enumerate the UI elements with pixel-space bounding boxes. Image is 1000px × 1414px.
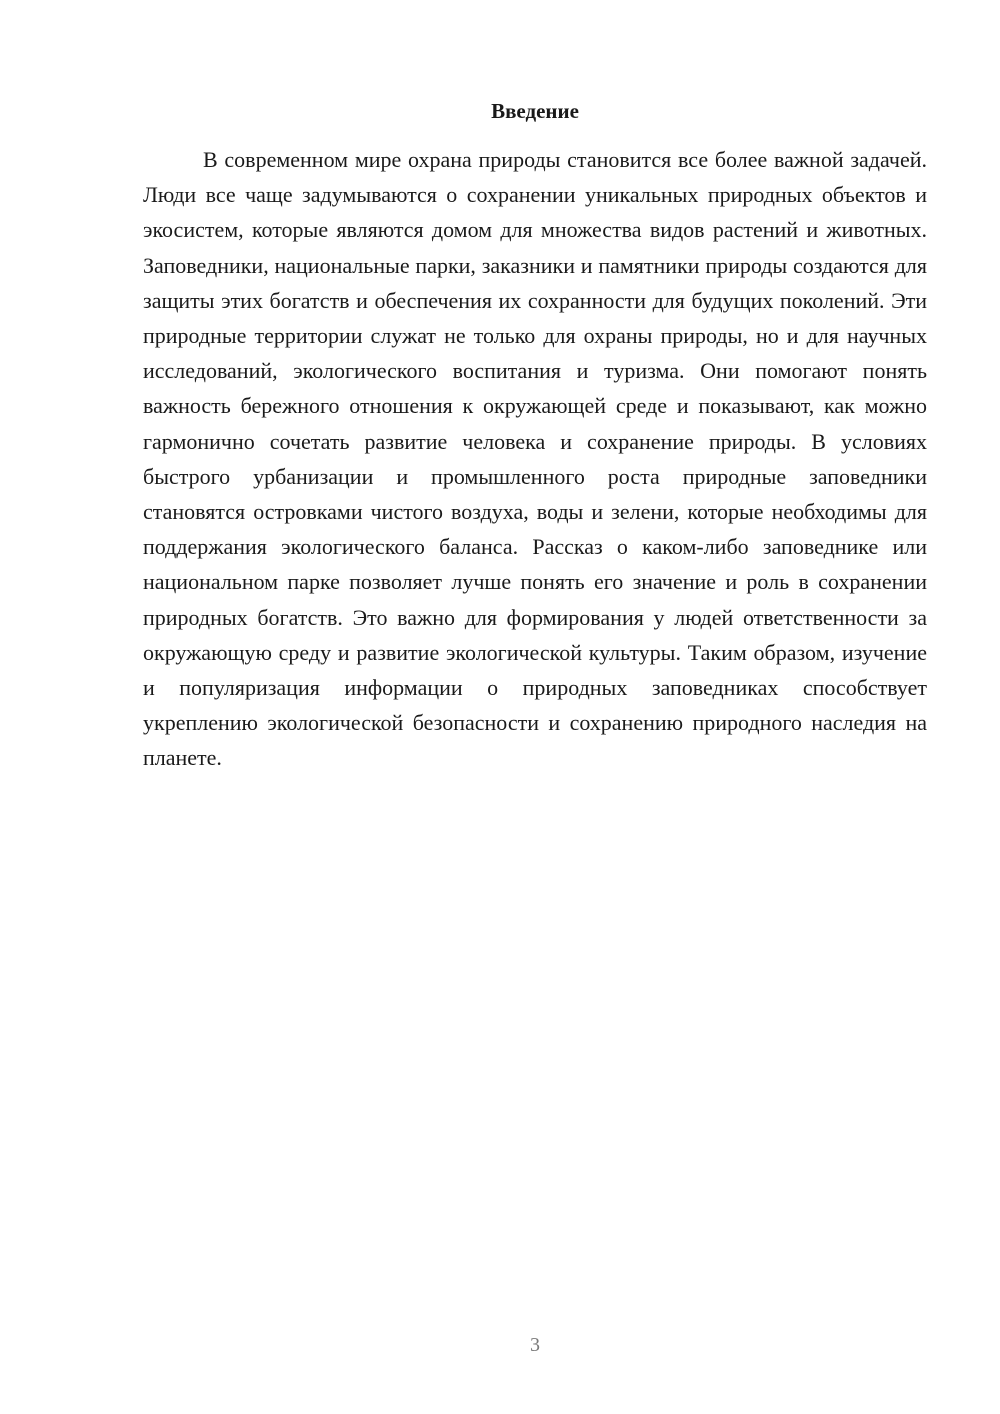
page-number: 3	[530, 1334, 540, 1356]
page-title: Введение	[491, 99, 579, 123]
intro-paragraph: В современном мире охрана природы становится все более важной задачей. Люди все чаще задумываются о сохранении уникальных природных объектов и экосистем, которые являются домом для множества видов растений и животных. Заповедники, национальные парки, заказники и памятники природы создаются для защиты этих богатств и обеспечения их сохранности для будущих поколений. Эти природные территории служат не только для охраны природы, но и для научных исследований, экологического воспитания и туризма. Они помогают понять важность бережного отношения к окружающей среде и показывают, как можно гармонично сочетать развитие человека и сохранение природы. В условиях быстрого урбанизации и промышленного роста природные заповедники становятся островками чистого воздуха, воды и зелени, которые необходимы для поддержания экологического баланса. Рассказ о каком-либо заповеднике или национальном парке позволяет лучше понять его значение и роль в сохранении природных богатств. Это важно для формирования у людей ответственности за окружающую среду и развитие экологической культуры. Таким образом, изучение и популяризация информации о природных заповедниках способствует укреплению экологической безопасности и сохранению природного наследия на планете.	[143, 147, 927, 771]
